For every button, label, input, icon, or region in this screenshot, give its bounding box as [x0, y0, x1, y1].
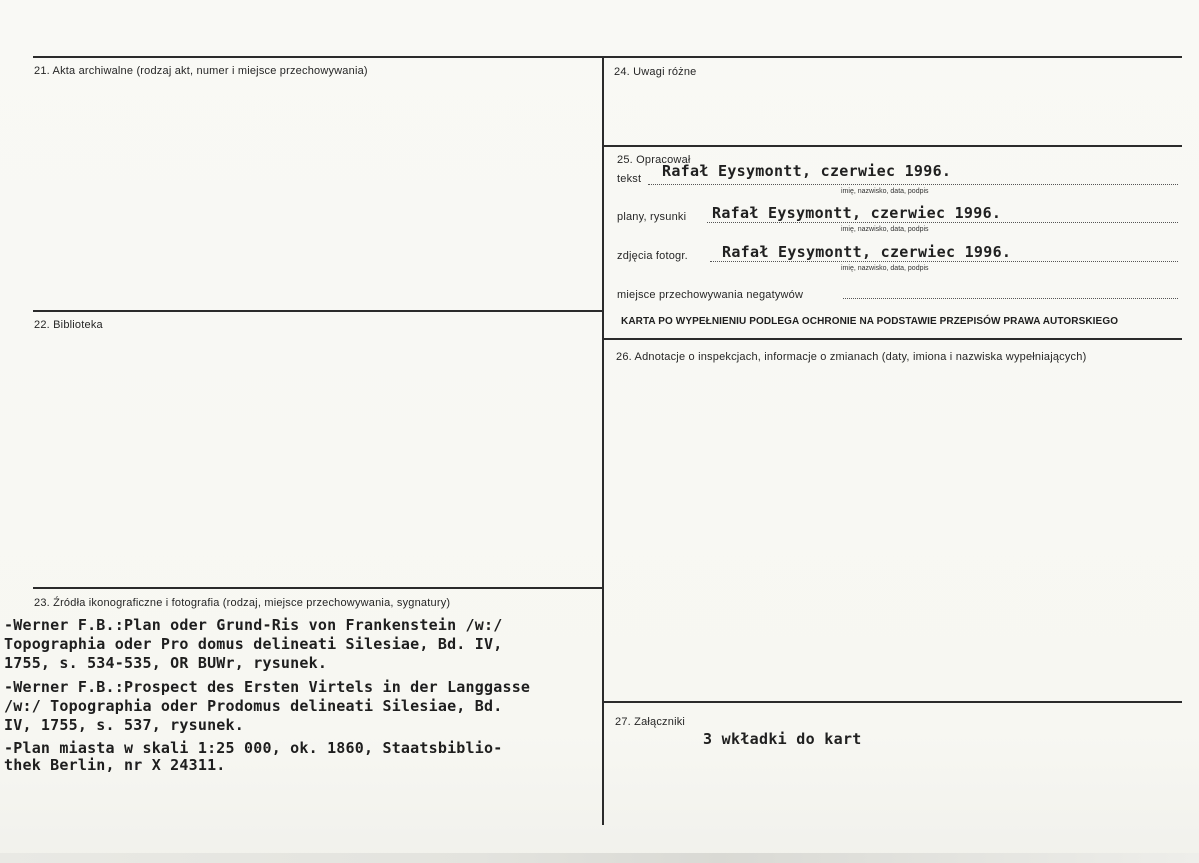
plany-dotted-line — [707, 222, 1178, 223]
source-line: thek Berlin, nr X 24311. — [4, 756, 226, 774]
source-line: -Werner F.B.:Plan oder Grund-Ris von Frankenstein /w:/ — [4, 616, 503, 634]
zdjecia-value: Rafał Eysymontt, czerwiec 1996. — [722, 243, 1012, 261]
source-line: -Werner F.B.:Prospect des Ersten Virtels in der Langgasse — [4, 678, 531, 696]
section-21-label: 21. Akta archiwalne (rodzaj akt, numer i miejsce przechowywania) — [34, 65, 368, 77]
source-line: Topographia oder Pro domus delineati Silesiae, Bd. IV, — [4, 635, 503, 653]
section-27-label: 27. Załączniki — [615, 716, 686, 728]
top-rule — [33, 56, 1182, 58]
section-24-label: 24. Uwagi różne — [614, 66, 697, 78]
tekst-caption: imię, nazwisko, data, podpis — [841, 188, 929, 195]
section-25-label: 25. Opracował — [617, 154, 691, 166]
rule-22-23 — [33, 587, 603, 589]
negatywy-dotted-line — [843, 298, 1178, 299]
rule-25-26 — [603, 338, 1182, 340]
rule-26-27 — [603, 701, 1182, 703]
section-22-label: 22. Biblioteka — [34, 319, 103, 331]
negatywy-label: miejsce przechowywania negatywów — [617, 289, 804, 301]
section-23-sources — [4, 616, 602, 786]
source-line: /w:/ Topographia oder Prodomus delineati Silesiae, Bd. — [4, 697, 503, 715]
plany-label: plany, rysunki — [617, 211, 687, 223]
source-line: 1755, s. 534-535, OR BUWr, rysunek. — [4, 654, 328, 672]
rule-24-25 — [603, 145, 1182, 147]
paper-bottom-edge — [0, 853, 1199, 863]
tekst-dotted-line — [648, 184, 1178, 185]
zdjecia-caption: imię, nazwisko, data, podpis — [841, 265, 929, 272]
source-line: -Plan miasta w skali 1:25 000, ok. 1860, Staatsbiblio- — [4, 739, 503, 757]
tekst-label: tekst — [617, 173, 642, 185]
plany-caption: imię, nazwisko, data, podpis — [841, 226, 929, 233]
section-23-label: 23. Źródła ikonograficzne i fotografia (rodzaj, miejsce przechowywania, sygnatury) — [34, 597, 451, 609]
zdjecia-dotted-line — [710, 261, 1178, 262]
source-line: IV, 1755, s. 537, rysunek. — [4, 716, 244, 734]
section-26-label: 26. Adnotacje o inspekcjach, informacje o zmianach (daty, imiona i nazwiska wypełniających) — [616, 351, 1087, 363]
copyright-notice: KARTA PO WYPEŁNIENIU PODLEGA OCHRONIE NA PODSTAWIE PRZEPISÓW PRAWA AUTORSKIEGO — [621, 316, 1119, 327]
rule-21-22 — [33, 310, 603, 312]
center-divider — [602, 56, 604, 825]
tekst-value: Rafał Eysymontt, czerwiec 1996. — [662, 162, 952, 180]
plany-value: Rafał Eysymontt, czerwiec 1996. — [712, 204, 1002, 222]
zdjecia-label: zdjęcia fotogr. — [617, 250, 688, 262]
attachments-value: 3 wkładki do kart — [703, 730, 862, 748]
